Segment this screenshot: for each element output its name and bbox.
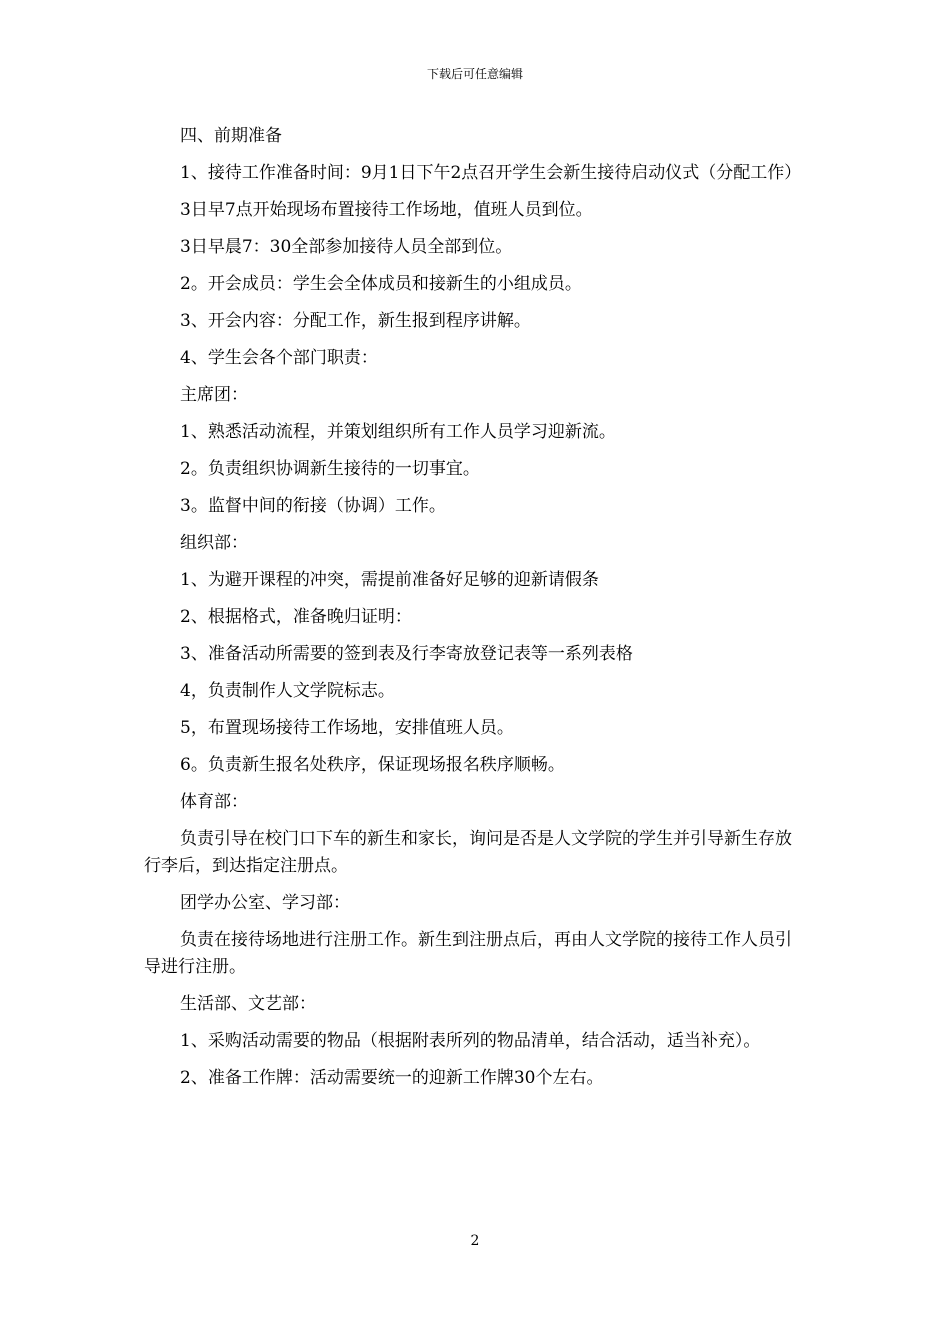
paragraph: 5，布置现场接待工作场地，安排值班人员。: [180, 718, 514, 738]
page-header: 下载后可任意编辑: [426, 67, 523, 81]
paragraph: 1、采购活动需要的物品（根据附表所列的物品清单，结合活动，适当补充）。: [180, 1031, 761, 1051]
subsection-heading: 组织部：: [180, 533, 248, 553]
paragraph: 1、接待工作准备时间：9月1日下午2点召开学生会新生接待启动仪式（分配工作）: [180, 163, 802, 183]
paragraph: 3、准备活动所需要的签到表及行李寄放登记表等一系列表格: [180, 644, 633, 664]
subsection-heading: 团学办公室、学习部：: [180, 893, 350, 913]
paragraph: 4，负责制作人文学院标志。: [180, 681, 395, 701]
paragraph: 3日早晨7：30全部参加接待人员全部到位。: [180, 237, 513, 257]
subsection-heading: 主席团：: [180, 385, 248, 405]
paragraph: 2。负责组织协调新生接待的一切事宜。: [180, 459, 480, 479]
paragraph: 3日早7点开始现场布置接待工作场地，值班人员到位。: [180, 200, 593, 220]
paragraph: 1、为避开课程的冲突，需提前准备好足够的迎新请假条: [180, 570, 599, 590]
paragraph: 3。监督中间的衔接（协调）工作。: [180, 496, 446, 516]
paragraph: 2。开会成员：学生会全体成员和接新生的小组成员。: [180, 274, 582, 294]
document-body: [144, 123, 806, 1092]
page-number: 2: [470, 1233, 480, 1249]
paragraph: 负责在接待场地进行注册工作。新生到注册点后，再由人文学院的接待工作人员引导进行注册。: [144, 930, 792, 977]
subsection-heading: 生活部、文艺部：: [180, 994, 316, 1014]
paragraph: 3、开会内容：分配工作，新生报到程序讲解。: [180, 311, 531, 331]
paragraph: 1、熟悉活动流程，并策划组织所有工作人员学习迎新流。: [180, 422, 616, 442]
section-heading: 四、前期准备: [180, 126, 282, 146]
paragraph: 4、学生会各个部门职责：: [180, 348, 378, 368]
paragraph: 负责引导在校门口下车的新生和家长，询问是否是人文学院的学生并引导新生存放行李后，到达指定注册点。: [144, 829, 792, 876]
paragraph: 2、准备工作牌：活动需要统一的迎新工作牌30个左右。: [180, 1068, 604, 1088]
paragraph: 2、根据格式，准备晚归证明：: [180, 607, 412, 627]
paragraph: 6。负责新生报名处秩序，保证现场报名秩序顺畅。: [180, 755, 565, 775]
subsection-heading: 体育部：: [180, 792, 248, 812]
